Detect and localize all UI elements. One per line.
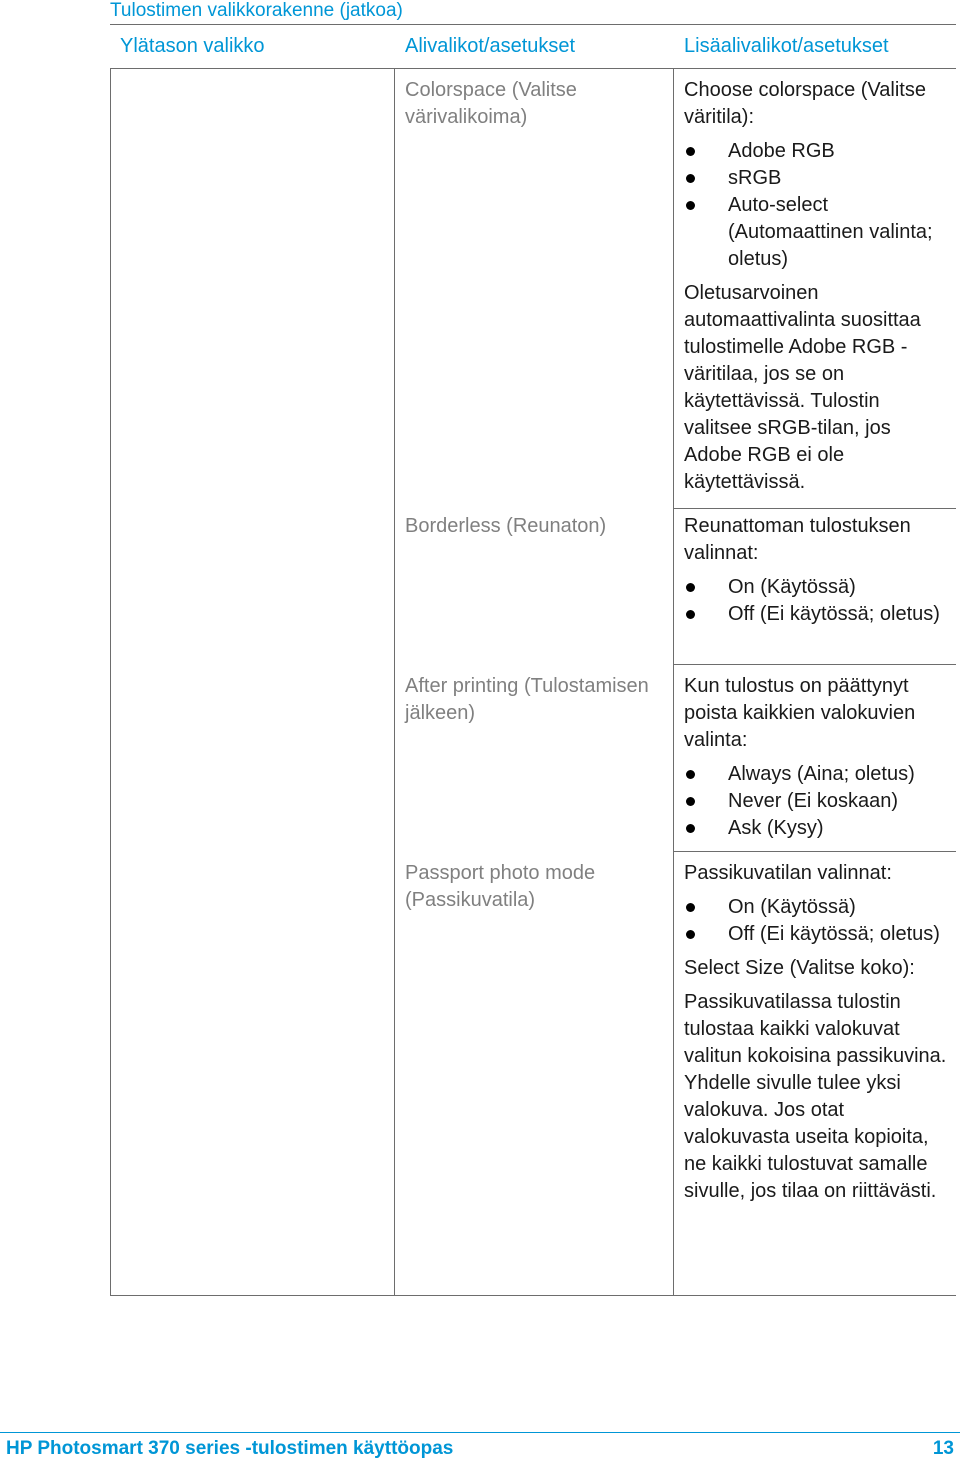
- table-caption: Tulostimen valikkorakenne (jatkoa): [110, 0, 403, 21]
- table-bottom-rule: [110, 1295, 956, 1296]
- bullet-icon: [686, 903, 695, 912]
- menu-table: [110, 24, 956, 1296]
- bullet-icon: [686, 147, 695, 156]
- header-submenus: Alivalikot/asetukset: [405, 35, 576, 57]
- after-printing-intro: Kun tulostus on päättynyt poista kaikkien valokuvien valinta:: [684, 675, 916, 751]
- passport-intro: Passikuvatilan valinnat:: [684, 862, 892, 884]
- row-divider: [673, 664, 956, 665]
- list-item: Off (Ei käytössä; oletus): [684, 601, 949, 628]
- header-top-level-menu: Ylätason valikko: [120, 35, 265, 57]
- borderless-option-list: [684, 574, 949, 628]
- submenu-colorspace: Colorspace (Valitse värivalikoima): [405, 79, 577, 128]
- bullet-icon: [686, 174, 695, 183]
- bullet-icon: [686, 930, 695, 939]
- list-item: Adobe RGB: [684, 138, 949, 165]
- passport-note: Passikuvatilassa tulostin tulostaa kaikki valokuvat valitun kokoisina passikuvina. Yhdelle sivulle tulee yksi valokuva. Jos otat valokuvasta useita kopioita, ne kaikki tulostuvat samalle sivulle, jos tilaa on riittävästi.: [684, 991, 947, 1202]
- list-item: Off (Ei käytössä; oletus): [684, 921, 949, 948]
- colorspace-intro: Choose colorspace (Valitse väritila):: [684, 79, 926, 128]
- list-item: On (Käytössä): [684, 574, 949, 601]
- bullet-icon: [686, 770, 695, 779]
- column-divider: [110, 68, 111, 1295]
- submenu-borderless: Borderless (Reunaton): [405, 515, 607, 537]
- borderless-intro: Reunattoman tulostuksen valinnat:: [684, 515, 911, 564]
- bullet-icon: [686, 824, 695, 833]
- list-item: Ask (Kysy): [684, 815, 949, 842]
- passport-select-size: Select Size (Valitse koko):: [684, 957, 915, 979]
- submenu-after-printing: After printing (Tulostamisen jälkeen): [405, 675, 649, 724]
- page-number: 13: [932, 1438, 954, 1459]
- passport-option-list: [684, 894, 949, 948]
- list-item: Never (Ei koskaan): [684, 788, 949, 815]
- submenu-passport-photo-mode: Passport photo mode (Passikuvatila): [405, 862, 596, 911]
- bullet-icon: [686, 201, 695, 210]
- column-divider: [673, 68, 674, 1295]
- list-item: Always (Aina; oletus): [684, 761, 949, 788]
- bullet-icon: [686, 797, 695, 806]
- list-item: On (Käytössä): [684, 894, 949, 921]
- table-top-rule: [110, 24, 956, 25]
- bullet-icon: [686, 583, 695, 592]
- colorspace-note: Oletusarvoinen automaattivalinta suosittaa tulostimelle Adobe RGB -väritilaa, jos se on käytettävissä. Tulostin valitsee sRGB-tilan, jos Adobe RGB ei ole käytettävissä.: [684, 282, 921, 493]
- after-printing-option-list: [684, 761, 949, 842]
- colorspace-options: [684, 77, 949, 496]
- passport-options: [684, 860, 949, 1205]
- borderless-options: [684, 513, 949, 628]
- column-divider: [394, 68, 395, 1295]
- list-item: Auto-select (Automaattinen valinta; oletus): [684, 192, 949, 273]
- row-divider: [673, 851, 956, 852]
- header-extra-submenus: Lisäalivalikot/asetukset: [684, 35, 889, 57]
- colorspace-option-list: [684, 138, 949, 273]
- footer-rule: [0, 1432, 960, 1433]
- footer-title: HP Photosmart 370 series -tulostimen käyttöopas: [6, 1438, 454, 1459]
- row-divider: [673, 508, 956, 509]
- header-bottom-rule: [110, 68, 956, 69]
- bullet-icon: [686, 610, 695, 619]
- list-item: sRGB: [684, 165, 949, 192]
- after-printing-options: [684, 673, 949, 842]
